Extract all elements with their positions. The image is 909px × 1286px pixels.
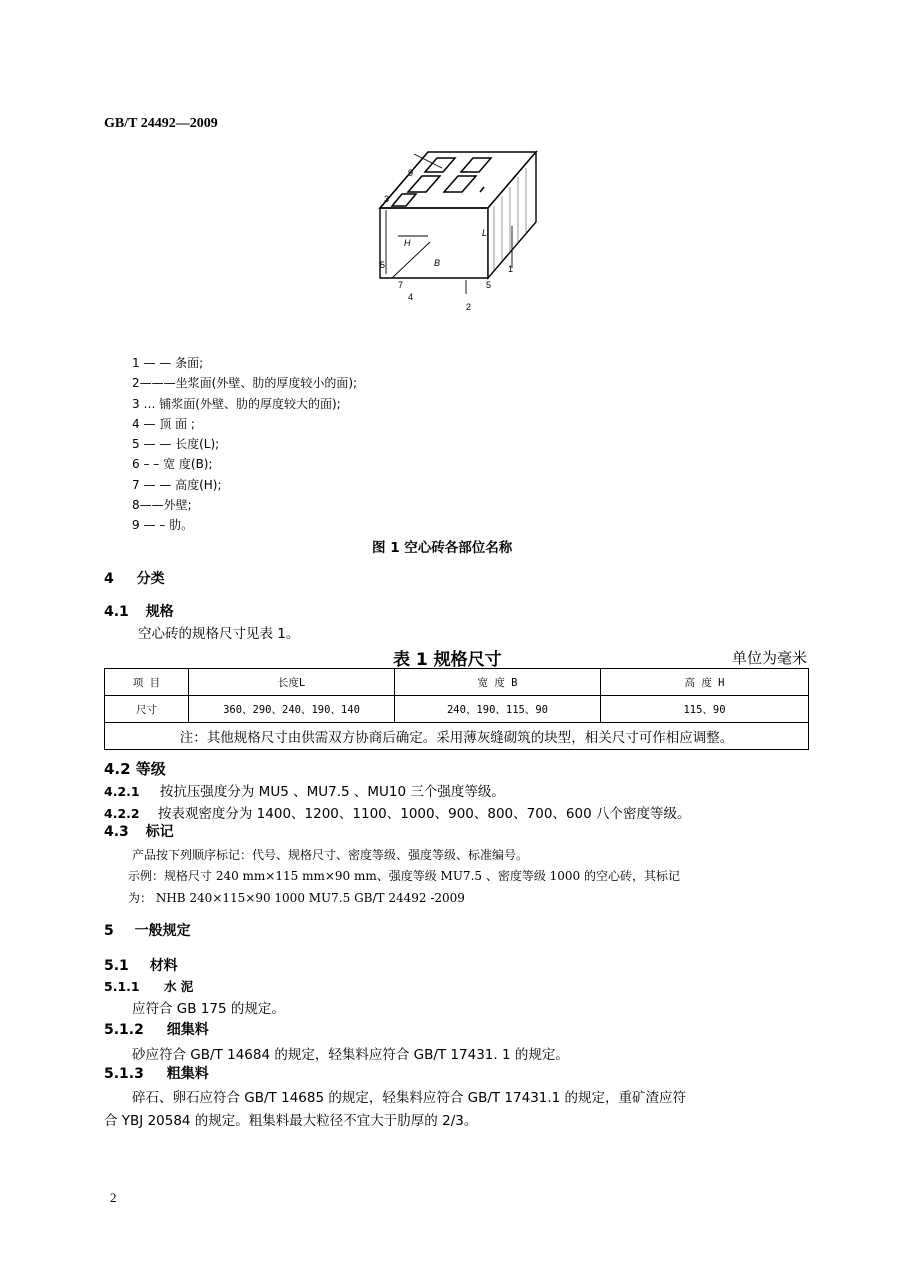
table-header-row [105, 669, 809, 696]
section-title: 粗集料 [166, 1066, 209, 1082]
figure-label: 5 [380, 260, 386, 270]
figure-label: B [434, 258, 441, 268]
paragraph: 砂应符合 GB/T 14684 的规定，轻集料应符合 GB/T 17431. 1 的规定。 [132, 1047, 569, 1063]
table-header-cell: 项 目 [105, 669, 189, 696]
clause-number: 4.2.2 [104, 806, 140, 821]
section-5-1-1-heading [104, 977, 193, 995]
legend-item: 5 — — 长度(L); [132, 437, 220, 452]
paragraph: 合 YBJ 20584 的规定。粗集料最大粒径不宜大于肋厚的 2/3。 [104, 1113, 478, 1129]
paragraph: 空心砖的规格尺寸见表 1。 [138, 626, 300, 642]
paragraph: 示例：规格尺寸 240 mm×115 mm×90 mm、强度等级 MU7.5 、密度等级 1000 的空心砖，其标记 [128, 869, 681, 883]
section-5-1-2-heading [104, 1019, 209, 1039]
clause-4-2-2 [104, 802, 690, 822]
section-number: 5.1 [104, 958, 129, 974]
figure-caption: 图 1 空心砖各部位名称 [372, 540, 513, 556]
figure-label: 4 [408, 292, 414, 302]
paragraph: 产品按下列顺序标记：代号、规格尺寸、密度等级、强度等级、标准编号。 [132, 848, 529, 862]
section-title: 标记 [145, 824, 174, 840]
clause-text: 按抗压强度分为 MU5 、MU7.5 、MU10 三个强度等级。 [159, 784, 505, 800]
figure-label: 5 [486, 280, 492, 290]
table-note-row [105, 723, 809, 750]
figure-label: 7 [398, 280, 404, 290]
section-title: 规格 [145, 604, 174, 620]
paragraph: 为： NHB 240×115×90 1000 MU7.5 GB/T 24492 -2009 [128, 891, 465, 905]
section-5-heading [104, 920, 191, 940]
legend-item: 1 — — 条面; [132, 356, 204, 370]
section-number: 5.1.2 [104, 1022, 144, 1038]
section-number: 5.1.1 [104, 979, 140, 994]
figure-legend [132, 353, 357, 536]
paragraph: 应符合 GB 175 的规定。 [132, 1001, 285, 1017]
table-header-cell: 宽 度 B [395, 669, 601, 696]
figure-label: 9 [408, 168, 414, 178]
section-number: 4.3 [104, 824, 129, 840]
figure-label: 2 [466, 302, 472, 312]
table-cell: 115、90 [601, 696, 809, 723]
section-title: 细集料 [166, 1022, 209, 1038]
table-cell: 尺寸 [105, 696, 189, 723]
section-title: 分类 [136, 571, 165, 587]
page-number: 2 [110, 1190, 117, 1205]
legend-item: 2———坐浆面(外壁、肋的厚度较小的面); [132, 376, 358, 391]
clause-4-2-1 [104, 780, 505, 800]
table-cell: 240、190、115、90 [395, 696, 601, 723]
figure-label: H [404, 238, 411, 248]
section-5-1-3-heading [104, 1063, 209, 1083]
legend-item: 9 — – 肋。 [132, 518, 194, 533]
spec-table [104, 668, 809, 750]
section-4-1-heading [104, 601, 174, 621]
table-note: 注：其他规格尺寸由供需双方协商后确定。采用薄灰缝砌筑的块型，相关尺寸可作相应调整。 [105, 723, 809, 750]
legend-item: 6 – – 宽 度(B); [132, 457, 213, 472]
table-cell: 360、290、240、190、140 [189, 696, 395, 723]
section-number: 5.1.3 [104, 1066, 144, 1082]
section-4-heading [104, 568, 165, 588]
section-number: 4.1 [104, 604, 129, 620]
section-number: 5 [104, 923, 114, 939]
figure-label: L [482, 228, 488, 238]
legend-item: 3 … 铺浆面(外壁、肋的厚度较大的面); [132, 396, 341, 411]
table-header-cell: 高 度 H [601, 669, 809, 696]
legend-item: 8——外壁; [132, 498, 192, 513]
figure-label: 3 [384, 194, 390, 204]
clause-text: 按表观密度分为 1400、1200、1100、1000、900、800、700、600 八个密度等级。 [157, 806, 691, 822]
table-title: 表 1 规格尺寸 [393, 650, 502, 670]
section-title: 一般规定 [134, 923, 191, 939]
paragraph: 碎石、卵石应符合 GB/T 14685 的规定，轻集料应符合 GB/T 17431.1 的规定，重矿渣应符 [132, 1090, 687, 1106]
table-row [105, 696, 809, 723]
legend-item: 7 — — 高度(H); [132, 477, 222, 492]
table-header-cell: 长度L [189, 669, 395, 696]
legend-item: 4 — 顶 面 ; [132, 416, 195, 431]
section-title: 材料 [149, 958, 178, 974]
figure-label: 1 [508, 264, 514, 274]
clause-number: 4.2.1 [104, 784, 140, 799]
section-5-1-heading [104, 955, 178, 975]
section-4-3-heading [104, 821, 174, 841]
table-unit: 单位为毫米 [731, 649, 807, 667]
section-number: 4 [104, 571, 114, 587]
section-title: 水 泥 [163, 979, 194, 994]
section-4-2-heading: 4.2 等级 [104, 760, 166, 778]
hollow-brick-figure [378, 146, 540, 314]
document-code: GB/T 24492—2009 [104, 116, 218, 131]
